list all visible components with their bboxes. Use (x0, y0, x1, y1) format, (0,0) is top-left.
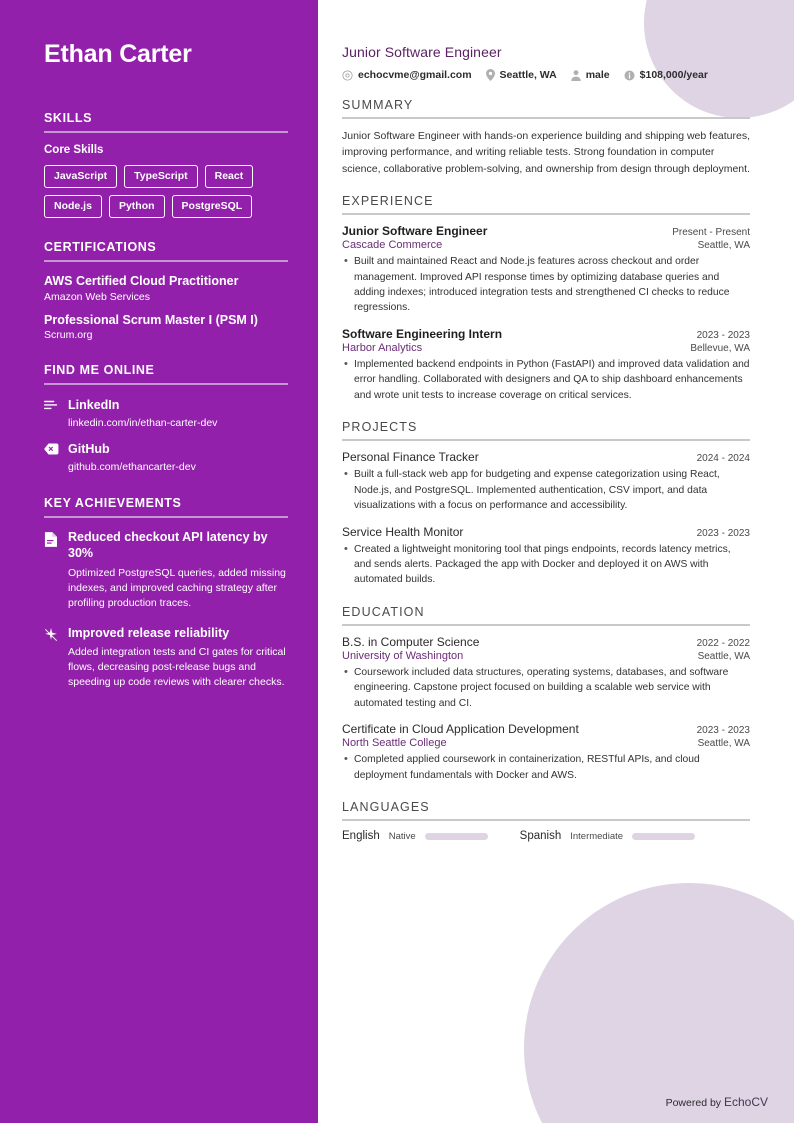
entry-location: Seattle, WA (697, 650, 750, 662)
footer-brand: EchoCV (723, 1095, 768, 1109)
language-name: Spanish (519, 830, 562, 842)
contact-value: $108,000/year (639, 69, 708, 81)
linkedin-icon (44, 399, 59, 411)
project-entry (342, 450, 750, 513)
contact-list (342, 69, 750, 81)
divider (342, 213, 750, 215)
person-icon (571, 70, 581, 81)
sparkle-icon (44, 628, 58, 647)
entry-date: 2022 - 2022 (696, 637, 750, 649)
achievements-section-title: KEY ACHIEVEMENTS (44, 495, 182, 510)
education-entry (342, 635, 750, 711)
experience-section-title: EXPERIENCE (342, 194, 434, 209)
languages-section-title: LANGUAGES (342, 800, 430, 814)
entry-bullets (342, 254, 750, 316)
entry-bullet: • Created a lightweight monitoring tool that pings endpoints, records latency metrics, and sends alerts. Packaged the app with Docker and deployed it on AWS with automated builds. (342, 542, 750, 588)
achievement-title: Reduced checkout API latency by 30% (68, 529, 268, 561)
experience-section (342, 194, 750, 403)
entry-bullet: • Built a full-stack web app for budgeting and expense categorization using React, Node.js, and PostgreSQL. Implemented authentication, CSV import, and data visualizations with a focus on performance and accessibility. (342, 467, 750, 513)
language-proficiency-bar (632, 833, 695, 840)
online-link-list (44, 396, 288, 474)
footer-credit (666, 1095, 768, 1109)
entry-bullets (342, 357, 750, 403)
online-link-label: LinkedIn (68, 397, 120, 412)
language-proficiency-bar (425, 833, 488, 840)
divider (44, 260, 288, 262)
entry-bullet: • Implemented backend endpoints in Python (FastAPI) and improved data validation and error handling. Collaborated with designers and QA to ship dashboard enhancements and wrote unit tests to increase coverage on critical services. (342, 357, 750, 403)
entry-title: Certificate in Cloud Application Development (342, 722, 579, 737)
contact-value: Seattle, WA (499, 69, 557, 81)
achievement-item (44, 529, 288, 611)
language-item (520, 830, 695, 842)
achievements-section (44, 496, 288, 690)
certifications-section (44, 240, 288, 341)
entry-bullets (342, 542, 750, 588)
certification-org: Amazon Web Services (44, 290, 151, 303)
skill-pill: React (205, 165, 254, 188)
entry-date: 2023 - 2023 (696, 725, 750, 737)
languages-section (342, 800, 750, 842)
certification-item (44, 312, 288, 341)
online-link-url: linkedin.com/in/ethan-carter-dev (68, 416, 218, 429)
entry-organization: North Seattle College (342, 737, 447, 750)
sidebar (0, 0, 318, 1123)
skills-section (44, 111, 288, 218)
entry-bullet: • Coursework included data structures, operating systems, databases, and software engineering. Capstone project focused on building a scalable web service with automated testing and CI. (342, 665, 750, 711)
achievement-description: Optimized PostgreSQL queries, added missing indexes, and improved caching strategy after profiling production traces. (68, 566, 286, 609)
online-link-url: github.com/ethancarter-dev (68, 461, 196, 474)
divider (44, 383, 288, 385)
contact-item (342, 69, 472, 81)
entry-title: Personal Finance Tracker (342, 450, 479, 465)
contact-value: echocvme@gmail.com (358, 69, 472, 81)
divider (342, 117, 750, 119)
entry-organization: University of Washington (342, 649, 464, 662)
divider (342, 439, 750, 441)
language-list (342, 830, 750, 842)
achievement-list (44, 529, 288, 690)
at-icon (342, 70, 353, 81)
entry-location: Seattle, WA (697, 738, 750, 750)
language-level: Intermediate (570, 830, 624, 842)
entry-bullets (342, 665, 750, 711)
certification-item (44, 273, 288, 302)
education-entry (342, 722, 750, 783)
entry-bullet: • Completed applied coursework in containerization, RESTful APIs, and cloud deployment fundamentals with Docker and AWS. (342, 752, 750, 783)
skill-pill-list (44, 165, 288, 218)
skill-pill: PostgreSQL (172, 195, 253, 218)
github-icon (44, 443, 59, 455)
education-list (342, 635, 750, 783)
headline-job-title: Junior Software Engineer (342, 44, 502, 60)
entry-bullets (342, 467, 750, 513)
candidate-name: Ethan Carter (44, 40, 192, 68)
language-name: English (342, 830, 380, 842)
info-icon (624, 70, 635, 81)
summary-section (342, 98, 750, 177)
achievement-description: Added integration tests and CI gates for critical flows, decreasing post-release bugs and speeding up code reviews with clearer checks. (68, 646, 286, 688)
contact-item (571, 69, 610, 81)
online-section-title: FIND ME ONLINE (44, 362, 155, 377)
skills-section-title: SKILLS (44, 111, 93, 125)
certifications-section-title: CERTIFICATIONS (44, 240, 157, 255)
skill-pill: Node.js (44, 195, 102, 218)
footer-prefix: Powered by (665, 1097, 724, 1109)
experience-entry (342, 327, 750, 403)
achievement-item (44, 625, 288, 690)
language-item (342, 830, 488, 842)
divider (342, 624, 750, 626)
project-list (342, 450, 750, 588)
entry-title: B.S. in Computer Science (342, 634, 480, 649)
entry-organization: Cascade Commerce (342, 239, 443, 252)
certification-list (44, 273, 288, 341)
pin-icon (486, 69, 495, 81)
entry-organization: Harbor Analytics (342, 341, 423, 354)
achievement-title: Improved release reliability (68, 625, 230, 640)
main-column (318, 0, 794, 1123)
divider (44, 131, 288, 133)
divider (342, 819, 750, 821)
certification-name: Professional Scrum Master I (PSM I) (44, 312, 258, 327)
entry-title: Software Engineering Intern (342, 326, 503, 341)
entry-date: Present - Present (672, 227, 750, 239)
certification-org: Scrum.org (44, 328, 93, 341)
divider (44, 516, 288, 518)
skill-pill: Python (109, 195, 165, 218)
language-level: Native (388, 830, 416, 842)
certification-name: AWS Certified Cloud Practitioner (44, 274, 239, 289)
entry-date: 2023 - 2023 (696, 329, 750, 341)
online-section (44, 363, 288, 474)
project-entry (342, 525, 750, 588)
projects-section (342, 420, 750, 588)
entry-location: Seattle, WA (697, 240, 750, 252)
entry-date: 2023 - 2023 (696, 527, 750, 539)
entry-bullet: • Built and maintained React and Node.js features across checkout and order management. Improved API response times by optimizing database queries and adding indexes; introduced integration tests and strengthened CI checks to reduce regressions. (342, 254, 750, 316)
entry-bullets (342, 752, 750, 783)
entry-date: 2024 - 2024 (696, 453, 750, 465)
entry-title: Service Health Monitor (342, 524, 464, 539)
contact-value: male (585, 69, 610, 81)
online-link-label: GitHub (68, 442, 110, 457)
skills-group-label: Core Skills (44, 144, 104, 156)
online-link-item[interactable] (44, 440, 288, 474)
skill-pill: JavaScript (44, 165, 117, 188)
contact-item (486, 69, 557, 81)
entry-title: Junior Software Engineer (342, 224, 488, 239)
projects-section-title: PROJECTS (342, 420, 418, 435)
document-icon (44, 532, 58, 552)
summary-text: Junior Software Engineer with hands-on experience building and shipping web features, improving performance, and writing reliable tests. Strong foundation in computer science, collaborative problem-solving, and ownership from design through deployment. (342, 130, 751, 175)
contact-item (624, 69, 708, 81)
experience-entry (342, 224, 750, 316)
experience-list (342, 224, 750, 403)
online-link-item[interactable] (44, 396, 288, 430)
summary-section-title: SUMMARY (342, 98, 414, 112)
skill-pill: TypeScript (124, 165, 197, 188)
education-section-title: EDUCATION (342, 604, 425, 619)
entry-location: Bellevue, WA (690, 342, 750, 354)
education-section (342, 605, 750, 783)
